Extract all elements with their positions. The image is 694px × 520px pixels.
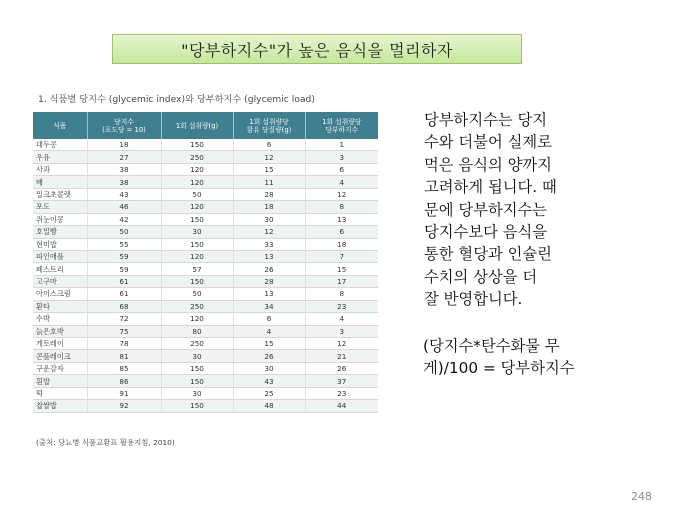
table-cell: 150 <box>161 400 233 412</box>
table-cell: 43 <box>233 375 305 387</box>
explanation-line: 수와 더불어 실제로 <box>424 133 552 152</box>
table-cell-food: 대두콩 <box>33 139 87 151</box>
table-cell: 18 <box>233 201 305 213</box>
table-cell: 57 <box>161 263 233 275</box>
table-cell-food: 아이스크림 <box>33 288 87 300</box>
table-cell-food: 페스트리 <box>33 263 87 275</box>
table-cell: 12 <box>233 226 305 238</box>
table-cell-food: 파인애플 <box>33 250 87 262</box>
table-header-row <box>33 112 378 139</box>
table-row <box>33 300 378 312</box>
table-cell: 150 <box>161 275 233 287</box>
table-cell: 12 <box>305 338 378 350</box>
table-cell-food: 게토레이 <box>33 338 87 350</box>
table-cell: 80 <box>161 325 233 337</box>
explanation-line: 수치의 상상을 더 <box>424 267 538 286</box>
table-cell: 6 <box>305 163 378 175</box>
table-row <box>33 151 378 163</box>
table-cell: 30 <box>161 350 233 362</box>
table-cell-food: 호밀빵 <box>33 226 87 238</box>
table-cell: 13 <box>305 213 378 225</box>
table-cell: 3 <box>305 325 378 337</box>
table-cell: 86 <box>87 375 161 387</box>
table-cell: 30 <box>233 213 305 225</box>
table-cell: 4 <box>305 176 378 188</box>
table-cell-food: 배 <box>33 176 87 188</box>
table-cell: 120 <box>161 176 233 188</box>
table-caption: 1. 식품별 당지수 (glycemic index)와 당부하지수 (glycemic load) <box>38 94 315 105</box>
table-cell-food: 환타 <box>33 300 87 312</box>
table-cell: 85 <box>87 362 161 374</box>
table-cell: 50 <box>161 188 233 200</box>
table-cell: 1 <box>305 139 378 151</box>
table-row <box>33 176 378 188</box>
table-cell: 44 <box>305 400 378 412</box>
table-cell: 18 <box>305 238 378 250</box>
table-cell: 48 <box>233 400 305 412</box>
table-cell: 21 <box>305 350 378 362</box>
explanation-line: 먹은 음식의 양까지 <box>424 155 552 174</box>
explanation-line: 통한 혈당과 인슐린 <box>424 245 552 264</box>
table-cell: 37 <box>305 375 378 387</box>
table-cell-food: 포도 <box>33 201 87 213</box>
table-cell: 11 <box>233 176 305 188</box>
table-row <box>33 387 378 399</box>
table-cell-food: 찹쌀밥 <box>33 400 87 412</box>
table-cell: 120 <box>161 163 233 175</box>
table-cell-food: 콘플레이크 <box>33 350 87 362</box>
table-cell: 81 <box>87 350 161 362</box>
table-cell: 18 <box>87 139 161 151</box>
table-cell: 4 <box>305 313 378 325</box>
table-cell: 6 <box>233 139 305 151</box>
table-cell: 59 <box>87 263 161 275</box>
table-cell-food: 밀크초콜렛 <box>33 188 87 200</box>
table-row <box>33 288 378 300</box>
table-row <box>33 325 378 337</box>
table-cell: 30 <box>161 387 233 399</box>
table-cell: 23 <box>305 387 378 399</box>
table-cell: 120 <box>161 313 233 325</box>
table-row <box>33 250 378 262</box>
table-cell: 72 <box>87 313 161 325</box>
table-cell: 59 <box>87 250 161 262</box>
table-source: (출처: 당뇨병 식품교환표 활용지침, 2010) <box>36 438 175 447</box>
page-number: 248 <box>631 490 652 503</box>
table-cell: 150 <box>161 375 233 387</box>
explanation-line: 고려하게 됩니다. 때 <box>424 178 557 197</box>
table-cell: 27 <box>87 151 161 163</box>
table-cell: 250 <box>161 151 233 163</box>
table-cell: 13 <box>233 250 305 262</box>
table-cell-food: 흰밥 <box>33 375 87 387</box>
table-row <box>33 375 378 387</box>
table-cell: 42 <box>87 213 161 225</box>
table-row <box>33 350 378 362</box>
table-header-cell: 1회 섭취량당 함유 당질량(g) <box>233 112 305 139</box>
slide-title: "당부하지수"가 높은 음식을 멀리하자 <box>112 34 522 64</box>
table-body <box>33 139 378 412</box>
table-cell: 23 <box>305 300 378 312</box>
table-cell: 12 <box>305 188 378 200</box>
table-header-cell: 당지수 (포도당 = 10) <box>87 112 161 139</box>
table-cell: 150 <box>161 213 233 225</box>
table-row <box>33 338 378 350</box>
table-cell: 150 <box>161 362 233 374</box>
table-cell: 61 <box>87 275 161 287</box>
table-header-cell: 1회 섭취량당 당부하지수 <box>305 112 378 139</box>
table-cell-food: 구운감자 <box>33 362 87 374</box>
table-cell: 61 <box>87 288 161 300</box>
table-cell-food: 수박 <box>33 313 87 325</box>
table-cell: 3 <box>305 151 378 163</box>
table-cell: 15 <box>233 338 305 350</box>
table-cell: 50 <box>161 288 233 300</box>
table-row <box>33 226 378 238</box>
table-cell-food: 사과 <box>33 163 87 175</box>
table-cell: 250 <box>161 300 233 312</box>
table-cell: 8 <box>305 201 378 213</box>
table-cell: 26 <box>305 362 378 374</box>
table-row <box>33 163 378 175</box>
table-row <box>33 201 378 213</box>
table-cell: 13 <box>233 288 305 300</box>
formula-line: (당지수*탄수화물 무 <box>423 337 560 355</box>
table-cell: 15 <box>305 263 378 275</box>
table-cell: 4 <box>233 325 305 337</box>
table-cell-food: 늙은호박 <box>33 325 87 337</box>
table-cell: 6 <box>305 226 378 238</box>
table-cell: 26 <box>233 350 305 362</box>
table-cell: 30 <box>233 362 305 374</box>
table-cell: 38 <box>87 176 161 188</box>
table-cell: 26 <box>233 263 305 275</box>
table-cell: 68 <box>87 300 161 312</box>
explanation-line: 잘 반영합니다. <box>424 290 523 309</box>
table-cell-food: 떡 <box>33 387 87 399</box>
table-row <box>33 139 378 151</box>
table-cell: 250 <box>161 338 233 350</box>
table-row <box>33 313 378 325</box>
table-cell: 30 <box>161 226 233 238</box>
table-row <box>33 238 378 250</box>
table-cell: 25 <box>233 387 305 399</box>
explanation-line: 당지수보다 음식을 <box>424 223 548 242</box>
table-cell: 120 <box>161 250 233 262</box>
table-cell: 150 <box>161 139 233 151</box>
explanation-line: 문에 당부하지수는 <box>424 200 548 219</box>
table-cell: 75 <box>87 325 161 337</box>
table-cell: 6 <box>233 313 305 325</box>
formula-text <box>423 335 623 379</box>
table-cell-food: 현미밥 <box>33 238 87 250</box>
table-cell: 8 <box>305 288 378 300</box>
table-row <box>33 400 378 412</box>
table-cell: 91 <box>87 387 161 399</box>
table-cell: 78 <box>87 338 161 350</box>
table-header-cell: 식품 <box>33 112 87 139</box>
table-row <box>33 362 378 374</box>
table-cell-food: 쥐눈이콩 <box>33 213 87 225</box>
table-cell: 38 <box>87 163 161 175</box>
table-row <box>33 188 378 200</box>
table-cell: 7 <box>305 250 378 262</box>
table-cell: 55 <box>87 238 161 250</box>
table-cell: 12 <box>233 151 305 163</box>
table-cell: 46 <box>87 201 161 213</box>
table-cell: 28 <box>233 188 305 200</box>
table-cell: 120 <box>161 201 233 213</box>
table-row <box>33 213 378 225</box>
formula-line: 게)/100 = 당부하지수 <box>423 359 575 377</box>
table-cell: 34 <box>233 300 305 312</box>
table-cell: 150 <box>161 238 233 250</box>
explanation-text <box>424 109 594 311</box>
table-header-cell: 1회 섭취량(g) <box>161 112 233 139</box>
table-cell: 15 <box>233 163 305 175</box>
table-cell: 17 <box>305 275 378 287</box>
table-cell-food: 우유 <box>33 151 87 163</box>
table-cell: 50 <box>87 226 161 238</box>
table-cell: 28 <box>233 275 305 287</box>
table-cell: 33 <box>233 238 305 250</box>
glycemic-table <box>33 112 378 413</box>
table-row <box>33 263 378 275</box>
table-cell: 92 <box>87 400 161 412</box>
table-cell-food: 고구마 <box>33 275 87 287</box>
explanation-line: 당부하지수는 당지 <box>424 111 548 129</box>
table-row <box>33 275 378 287</box>
table-cell: 43 <box>87 188 161 200</box>
